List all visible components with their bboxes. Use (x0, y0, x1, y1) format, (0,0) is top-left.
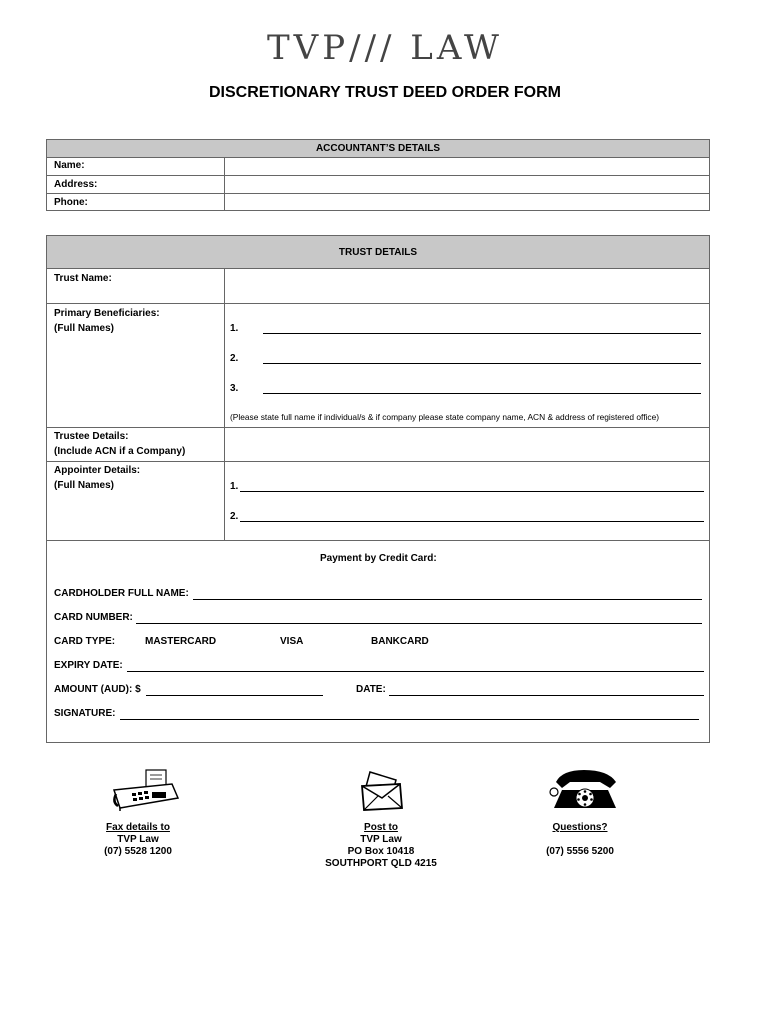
expiry-date-field[interactable] (127, 671, 704, 672)
appointer-1-field[interactable] (240, 491, 704, 492)
trust-details-heading: TRUST DETAILS (47, 236, 709, 269)
beneficiary-number-2: 2. (230, 353, 239, 364)
post-contact (311, 822, 451, 870)
primary-beneficiaries-label: Primary Beneficiaries: (54, 308, 160, 319)
post-box: PO Box 10418 (347, 846, 415, 857)
appointer-number-1: 1. (230, 481, 239, 492)
phone-label: Phone: (54, 197, 88, 208)
appointer-2-field[interactable] (240, 521, 704, 522)
form-title: DISCRETIONARY TRUST DEED ORDER FORM (208, 84, 561, 101)
questions-heading: Questions? (552, 822, 608, 833)
accountant-details-section (46, 139, 710, 211)
date-label: DATE: (356, 684, 386, 695)
card-number-label: CARD NUMBER: (54, 612, 133, 623)
card-number-field[interactable] (136, 623, 702, 624)
trustee-details-label: Trustee Details: (54, 431, 129, 442)
trustee-details-sub: (Include ACN if a Company) (54, 446, 186, 457)
bankcard-option[interactable]: BANKCARD (371, 636, 429, 647)
beneficiary-number-1: 1. (230, 323, 239, 334)
signature-field[interactable] (120, 719, 699, 720)
company-logo: TVP/// LAW (267, 28, 503, 68)
name-label: Name: (54, 160, 85, 171)
telephone-icon (548, 768, 622, 814)
visa-option[interactable]: VISA (280, 636, 304, 647)
trust-name-row (47, 269, 709, 303)
payment-section (47, 540, 709, 742)
envelope-icon (356, 768, 410, 812)
fax-icon (108, 768, 182, 812)
amount-field[interactable] (146, 695, 323, 696)
phone-row (47, 193, 709, 210)
accountant-details-heading: ACCOUNTANT’S DETAILS (47, 140, 709, 158)
expiry-date-label: EXPIRY DATE: (54, 660, 123, 671)
post-heading: Post to (364, 822, 398, 833)
cardholder-label: CARDHOLDER FULL NAME: (54, 588, 189, 599)
appointer-number-2: 2. (230, 511, 239, 522)
beneficiary-number-3: 3. (230, 383, 239, 394)
fax-number: (07) 5528 1200 (104, 846, 172, 857)
address-row (47, 175, 709, 193)
cardholder-field[interactable] (193, 599, 702, 600)
primary-beneficiaries-sub: (Full Names) (54, 323, 115, 334)
address-label: Address: (54, 179, 98, 190)
post-city: SOUTHPORT QLD 4215 (325, 858, 437, 869)
fax-contact (88, 822, 188, 858)
appointer-details-row (47, 461, 709, 540)
date-field[interactable] (389, 695, 704, 696)
name-row (47, 158, 709, 175)
fax-heading: Fax details to (106, 822, 170, 833)
beneficiary-3-field[interactable] (263, 393, 701, 394)
trustee-details-row (47, 427, 709, 461)
amount-label: AMOUNT (AUD): $ (54, 684, 141, 695)
appointer-details-label: Appointer Details: (54, 465, 141, 476)
post-company: TVP Law (360, 834, 402, 845)
mastercard-option[interactable]: MASTERCARD (145, 636, 217, 647)
appointer-details-sub: (Full Names) (54, 480, 115, 491)
trust-details-section (46, 235, 710, 743)
payment-heading: Payment by Credit Card: (320, 553, 437, 564)
questions-contact (530, 822, 630, 858)
beneficiary-2-field[interactable] (263, 363, 701, 364)
primary-beneficiaries-row (47, 303, 709, 427)
beneficiary-note: (Please state full name if individual/s & if company please state company name, ACN & address of registered office) (230, 412, 660, 422)
card-type-label: CARD TYPE: (54, 636, 116, 647)
beneficiary-1-field[interactable] (263, 333, 701, 334)
fax-company: TVP Law (117, 834, 159, 845)
signature-label: SIGNATURE: (54, 708, 116, 719)
questions-number: (07) 5556 5200 (546, 846, 614, 857)
trust-name-label: Trust Name: (54, 273, 112, 284)
